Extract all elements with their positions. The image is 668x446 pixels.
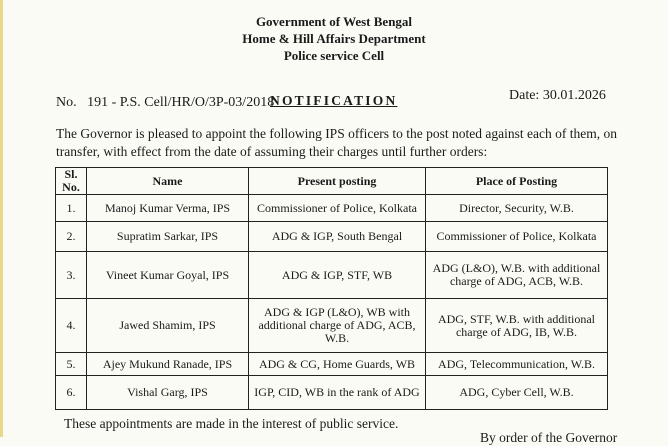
- cell-present-posting: ADG & CG, Home Guards, WB: [249, 353, 426, 376]
- cell-place-of-posting: Director, Security, W.B.: [426, 195, 608, 222]
- cell-name: Ajey Mukund Ranade, IPS: [87, 353, 249, 376]
- reference-number: No. 191 - P.S. Cell/HR/O/3P-03/2018: [56, 95, 275, 110]
- cell-place-of-posting: Commissioner of Police, Kolkata: [426, 222, 608, 252]
- postings-table: [55, 167, 608, 410]
- col-header-place: Place of Posting: [426, 168, 608, 195]
- table-row: [56, 299, 608, 353]
- header-cell: Police service Cell: [283, 48, 385, 63]
- page-edge: [0, 0, 3, 437]
- cell-sl: 3.: [56, 252, 87, 299]
- order-text: By order of the Governor: [480, 430, 618, 445]
- intro-paragraph: The Governor is pleased to appoint the following IPS officers to the post noted against each of them, on transfer, with effect from the date of assuming their charges until further orders:: [56, 126, 618, 159]
- table-row: [56, 376, 608, 410]
- cell-place-of-posting: ADG, Cyber Cell, W.B.: [426, 376, 608, 410]
- cell-name: Vineet Kumar Goyal, IPS: [87, 252, 249, 299]
- col-header-present: Present posting: [249, 168, 426, 195]
- cell-place-of-posting: ADG (L&O), W.B. with additional charge of ADG, ACB, W.B.: [426, 252, 608, 299]
- notification-title: NOTIFICATION: [270, 93, 398, 108]
- cell-sl: 2.: [56, 222, 87, 252]
- document-date: Date: 30.01.2026: [509, 88, 606, 103]
- cell-name: Jawed Shamim, IPS: [87, 299, 249, 353]
- table-row: [56, 252, 608, 299]
- table-row: [56, 195, 608, 222]
- cell-sl: 6.: [56, 376, 87, 410]
- cell-place-of-posting: ADG, STF, W.B. with additional charge of ADG, IB, W.B.: [426, 299, 608, 353]
- cell-present-posting: Commissioner of Police, Kolkata: [249, 195, 426, 222]
- col-header-sl: Sl. No.: [56, 168, 87, 195]
- cell-place-of-posting: ADG, Telecommunication, W.B.: [426, 353, 608, 376]
- cell-present-posting: ADG & IGP, South Bengal: [249, 222, 426, 252]
- table-row: [56, 353, 608, 376]
- header-government: Government of West Bengal: [255, 14, 413, 29]
- cell-name: Supratim Sarkar, IPS: [87, 222, 249, 252]
- table-header-row: [56, 168, 608, 195]
- cell-present-posting: ADG & IGP, STF, WB: [249, 252, 426, 299]
- cell-name: Vishal Garg, IPS: [87, 376, 249, 410]
- cell-present-posting: IGP, CID, WB in the rank of ADG: [249, 376, 426, 410]
- header-department: Home & Hill Affairs Department: [242, 31, 426, 46]
- cell-name: Manoj Kumar Verma, IPS: [87, 195, 249, 222]
- footer-text: These appointments are made in the interest of public service.: [64, 416, 399, 431]
- cell-present-posting: ADG & IGP (L&O), WB with additional charge of ADG, ACB, W.B.: [249, 299, 426, 353]
- col-header-name: Name: [87, 168, 249, 195]
- table-row: [56, 222, 608, 252]
- cell-sl: 5.: [56, 353, 87, 376]
- cell-sl: 4.: [56, 299, 87, 353]
- cell-sl: 1.: [56, 195, 87, 222]
